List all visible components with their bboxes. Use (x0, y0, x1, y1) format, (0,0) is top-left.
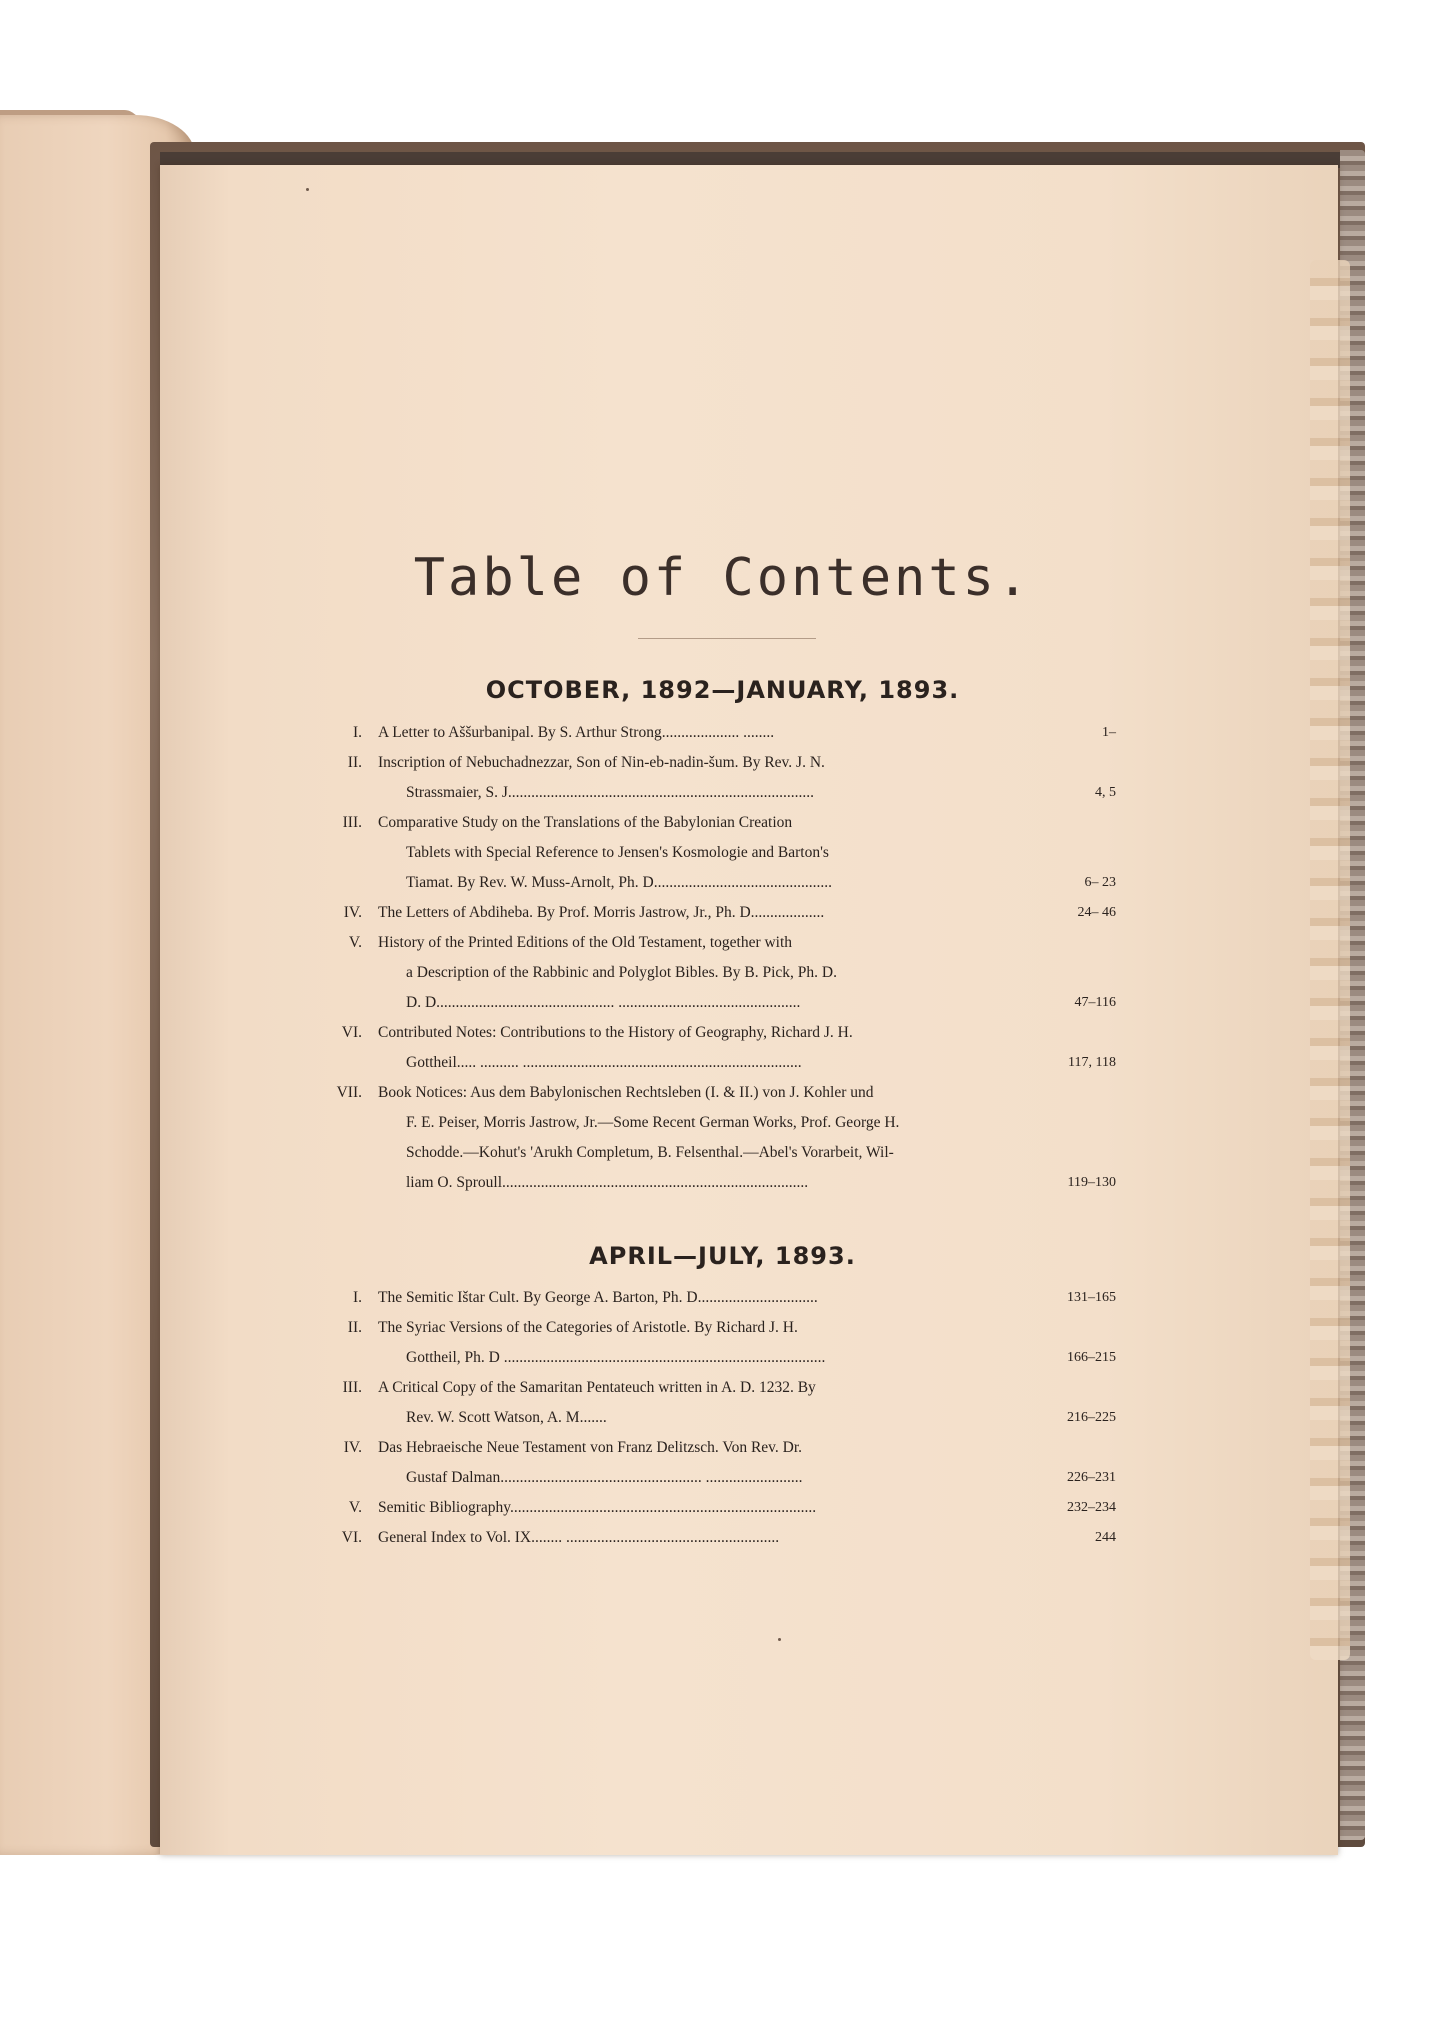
toc-entry (326, 718, 1126, 748)
entry-line: History of the Printed Editions of the Old Testament, together with (378, 934, 793, 951)
toc-entry (326, 1373, 1126, 1433)
toc-entry (326, 748, 1126, 808)
entry-page-range: 24– 46 (1077, 905, 1116, 920)
toc-entry (326, 808, 1126, 898)
toc-entry (326, 1493, 1126, 1523)
entry-number: III. (342, 1379, 362, 1396)
entry-line: Contributed Notes: Contributions to the History of Geography, Richard J. H. (378, 1024, 853, 1041)
entry-page-range: 166–215 (1067, 1350, 1116, 1365)
section-heading-2: APRIL—JULY, 1893. (589, 1242, 856, 1270)
entry-line: Gottheil..... .......... ........................................................................ (406, 1054, 802, 1071)
entry-number: I. (352, 1289, 362, 1306)
toc-entry (326, 1283, 1126, 1313)
entry-page-range: 117, 118 (1068, 1055, 1116, 1070)
entry-page-range: 6– 23 (1084, 875, 1116, 890)
entry-line: D. D.............................................. ............................................... (406, 994, 801, 1011)
toc-entry (326, 1433, 1126, 1493)
entry-number: II. (347, 754, 362, 771)
entry-number: V. (348, 934, 362, 951)
entry-page-range: 232–234 (1067, 1500, 1116, 1515)
toc-entry (326, 1523, 1126, 1553)
entry-page-range: 47–116 (1074, 995, 1116, 1010)
entry-line: Gustaf Dalman.................................................... ......................... (406, 1469, 803, 1486)
entry-page-range: 131–165 (1067, 1290, 1116, 1305)
entry-line: The Semitic Ištar Cult. By George A. Barton, Ph. D............................... (378, 1289, 818, 1306)
entry-number: IV. (343, 904, 362, 921)
toc-entry (326, 1018, 1126, 1078)
entry-page-range: 216–225 (1067, 1410, 1116, 1425)
entry-line: Comparative Study on the Translations of the Babylonian Creation (378, 814, 793, 831)
entry-number: V. (348, 1499, 362, 1516)
entry-number: VI. (341, 1024, 362, 1041)
entry-line: F. E. Peiser, Morris Jastrow, Jr.—Some Recent German Works, Prof. George H. (406, 1114, 900, 1131)
section-heading-1: OCTOBER, 1892—JANUARY, 1893. (485, 676, 960, 704)
entry-line: The Syriac Versions of the Categories of Aristotle. By Richard J. H. (378, 1319, 798, 1336)
toc-section-1 (326, 718, 1126, 1198)
entry-page-range: 4, 5 (1095, 785, 1116, 800)
entry-line: Semitic Bibliography............................................................................... (378, 1499, 817, 1516)
toc-entry (326, 928, 1126, 1018)
entry-line: Rev. W. Scott Watson, A. M....... (406, 1409, 607, 1426)
entry-page-range: 226–231 (1067, 1470, 1116, 1485)
entry-line: The Letters of Abdiheba. By Prof. Morris Jastrow, Jr., Ph. D................... (378, 904, 825, 921)
title-rule (638, 638, 816, 639)
toc-entry (326, 1313, 1126, 1373)
entry-number: VI. (341, 1529, 362, 1546)
entry-number: II. (347, 1319, 362, 1336)
entry-number: I. (352, 724, 362, 741)
entry-line: Schodde.—Kohut's 'Arukh Completum, B. Felsenthal.—Abel's Vorarbeit, Wil- (406, 1144, 894, 1161)
entry-line: Inscription of Nebuchadnezzar, Son of Nin-eb-nadin-šum. By Rev. J. N. (378, 754, 825, 771)
entry-line: A Letter to Aššurbanipal. By S. Arthur Strong.................... ........ (378, 724, 775, 741)
entry-line: liam O. Sproull............................................................................... (406, 1174, 809, 1191)
entry-line: Strassmaier, S. J............................................................................... (406, 784, 814, 801)
entry-number: VII. (336, 1084, 362, 1101)
entry-line: Gottheil, Ph. D ................................................................................... (406, 1349, 826, 1366)
entry-line: Das Hebraeische Neue Testament von Franz Delitzsch. Von Rev. Dr. (378, 1439, 803, 1456)
entry-number: IV. (343, 1439, 362, 1456)
entry-page-range: 119–130 (1067, 1175, 1116, 1190)
entry-line: Tiamat. By Rev. W. Muss-Arnolt, Ph. D.............................................. (406, 874, 832, 891)
page-torn-edge (1310, 260, 1350, 1660)
toc-entry (326, 1078, 1126, 1198)
toc-section-2 (326, 1283, 1126, 1553)
toc-entry (326, 898, 1126, 928)
entry-line: Tablets with Special Reference to Jensen's Kosmologie and Barton's (406, 844, 829, 861)
page-title: Table of Contents. (413, 548, 1032, 608)
entry-number: III. (342, 814, 362, 831)
entry-line: Book Notices: Aus dem Babylonischen Rechtsleben (I. & II.) von J. Kohler und (378, 1084, 874, 1101)
entry-line: General Index to Vol. IX........ ....................................................... (378, 1529, 780, 1546)
entry-page-range: 244 (1095, 1530, 1116, 1545)
entry-line: A Critical Copy of the Samaritan Pentateuch written in A. D. 1232. By (378, 1379, 816, 1396)
page-speck (306, 188, 309, 191)
entry-line: a Description of the Rabbinic and Polyglot Bibles. By B. Pick, Ph. D. (406, 964, 837, 981)
page-speck (778, 1638, 781, 1641)
entry-page-range: 1– (1102, 725, 1116, 740)
